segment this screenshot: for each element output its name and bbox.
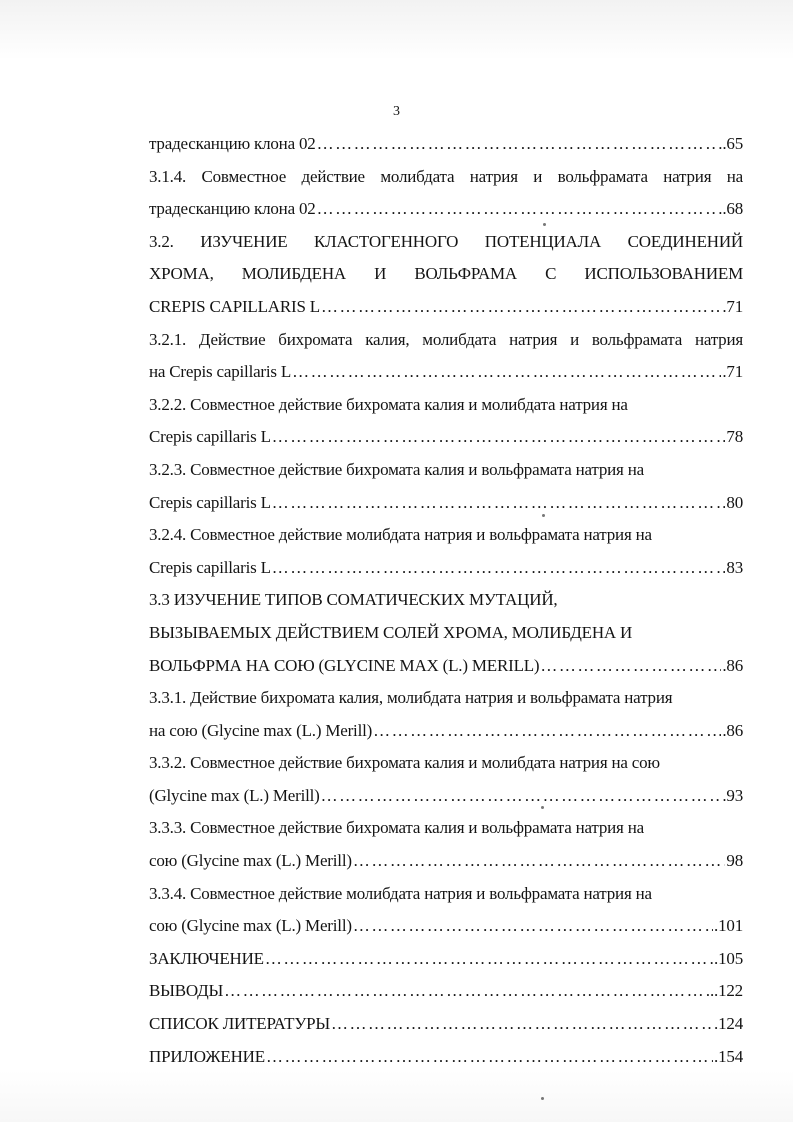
toc-entry: 3.3.3. Совместное действие бихромата калия и вольфрамата натрия на xyxy=(149,818,644,838)
toc-entry: 3.2.2. Совместное действие бихромата калия и молибдата натрия на xyxy=(149,394,628,414)
toc-entry-title: Crepis capillaris L xyxy=(149,492,271,512)
toc-entry xyxy=(149,356,743,389)
toc-entry-page: .124 xyxy=(714,1014,743,1034)
dot-leader xyxy=(272,421,726,454)
table-of-contents xyxy=(149,128,743,1073)
toc-entry xyxy=(149,487,743,520)
toc-entry xyxy=(149,128,743,161)
toc-section-heading: 3.3 ИЗУЧЕНИЕ ТИПОВ СОМАТИЧЕСКИХ МУТАЦИЙ, xyxy=(149,590,558,610)
toc-entry-page: .154 xyxy=(714,1046,743,1066)
toc-entry xyxy=(149,421,743,454)
scan-speck xyxy=(542,514,545,517)
scan-speck xyxy=(543,223,546,226)
page-number: 3 xyxy=(393,104,400,119)
toc-entry-page: .101 xyxy=(714,916,743,936)
toc-entry-title: на Crepis capillaris L xyxy=(149,362,292,382)
toc-entry-title: ВЫВОДЫ xyxy=(149,981,224,1001)
scan-speck xyxy=(541,806,544,809)
toc-entry xyxy=(149,943,743,976)
toc-entry: 3.3.2. Совместное действие бихромата калия и молибдата натрия на сою xyxy=(149,753,660,773)
toc-entry xyxy=(149,1041,743,1074)
toc-entry-title: (Glycine max (L.) Merill) xyxy=(149,785,320,805)
toc-entry-title: Crepis capillaris L xyxy=(149,427,271,447)
toc-entry-title: CREPIS CAPILLARIS L xyxy=(149,296,320,316)
toc-entry-title: традесканцию клона 02 xyxy=(149,134,316,153)
dot-leader xyxy=(317,128,718,161)
toc-entry xyxy=(149,780,743,813)
toc-entry: 3.1.4. Совместное действие молибдата натрия и вольфрамата натрия на xyxy=(149,166,743,186)
toc-entry-title: сою (Glycine max (L.) Merill) xyxy=(149,916,352,936)
toc-entry-title: СПИСОК ЛИТЕРАТУРЫ xyxy=(149,1014,331,1034)
toc-entry: 3.3.1. Действие бихромата калия, молибдата натрия и вольфрамата натрия xyxy=(149,688,673,708)
toc-entry: 3.2.3. Совместное действие бихромата калия и вольфрамата натрия на xyxy=(149,459,644,479)
toc-section-heading: ВЫЗЫВАЕМЫХ ДЕЙСТВИЕМ СОЛЕЙ ХРОМА, МОЛИБДЕНА И xyxy=(149,622,633,642)
toc-entry-title: традесканцию клона 02 xyxy=(149,199,316,219)
toc-entry-page: .86 xyxy=(722,655,743,675)
toc-entry: 3.3.4. Совместное действие молибдата натрия и вольфрамата натрия на xyxy=(149,883,652,903)
dot-leader xyxy=(373,715,721,748)
toc-entry-title: ВОЛЬФРМА НА СОЮ (GLYCINE MAX (L.) MERILL) xyxy=(149,655,540,675)
dot-leader xyxy=(540,650,721,683)
dot-leader xyxy=(353,910,713,943)
toc-entry-title: на сою (Glycine max (L.) Merill) xyxy=(149,720,373,740)
dot-leader xyxy=(331,1008,713,1041)
scan-speck xyxy=(541,1097,544,1100)
dot-leader xyxy=(292,356,721,389)
dot-leader xyxy=(224,975,709,1008)
toc-entry-title: ЗАКЛЮЧЕНИЕ xyxy=(149,948,264,968)
dot-leader xyxy=(317,193,718,226)
dot-leader xyxy=(272,487,726,520)
toc-entry xyxy=(149,291,743,324)
toc-entry-page: 98 xyxy=(726,851,743,871)
toc-entry: 3.2.4. Совместное действие молибдата натрия и вольфрамата натрия на xyxy=(149,525,652,545)
toc-entry-page: 80 xyxy=(726,492,743,512)
toc-entry xyxy=(149,552,743,585)
dot-leader xyxy=(321,780,722,813)
dot-leader xyxy=(272,552,726,585)
toc-entry-page: 83 xyxy=(726,557,743,577)
toc-entry-page: .86 xyxy=(722,720,743,740)
toc-entry-page: .93 xyxy=(722,785,743,805)
toc-entry xyxy=(149,975,743,1008)
dot-leader xyxy=(265,943,713,976)
dot-leader xyxy=(353,845,726,878)
toc-entry-title: ПРИЛОЖЕНИЕ xyxy=(149,1046,265,1066)
toc-entry-page: .71 xyxy=(722,362,743,382)
toc-entry-page: .71 xyxy=(722,296,743,316)
toc-entry-page: 78 xyxy=(726,427,743,447)
toc-entry xyxy=(149,715,743,748)
toc-entry-page: ..68 xyxy=(718,199,743,219)
dot-leader xyxy=(321,291,721,324)
toc-entry-title: сою (Glycine max (L.) Merill) xyxy=(149,851,352,871)
toc-entry xyxy=(149,1008,743,1041)
toc-entry-page: ..65 xyxy=(718,134,743,153)
dot-leader xyxy=(266,1041,713,1074)
toc-entry xyxy=(149,845,743,878)
toc-entry xyxy=(149,910,743,943)
toc-entry-page: .105 xyxy=(714,948,743,968)
toc-entry xyxy=(149,650,743,683)
toc-entry-title: Crepis capillaris L xyxy=(149,557,271,577)
toc-entry: 3.2.1. Действие бихромата калия, молибдата натрия и вольфрамата натрия xyxy=(149,329,743,349)
toc-section-heading: 3.2. ИЗУЧЕНИЕ КЛАСТОГЕННОГО ПОТЕНЦИАЛА СОЕДИНЕНИЙ xyxy=(149,231,743,251)
toc-entry xyxy=(149,193,743,226)
toc-section-heading: ХРОМА, МОЛИБДЕНА И ВОЛЬФРАМА С ИСПОЛЬЗОВАНИЕМ xyxy=(149,264,743,284)
toc-entry-page: ..122 xyxy=(709,981,743,1001)
